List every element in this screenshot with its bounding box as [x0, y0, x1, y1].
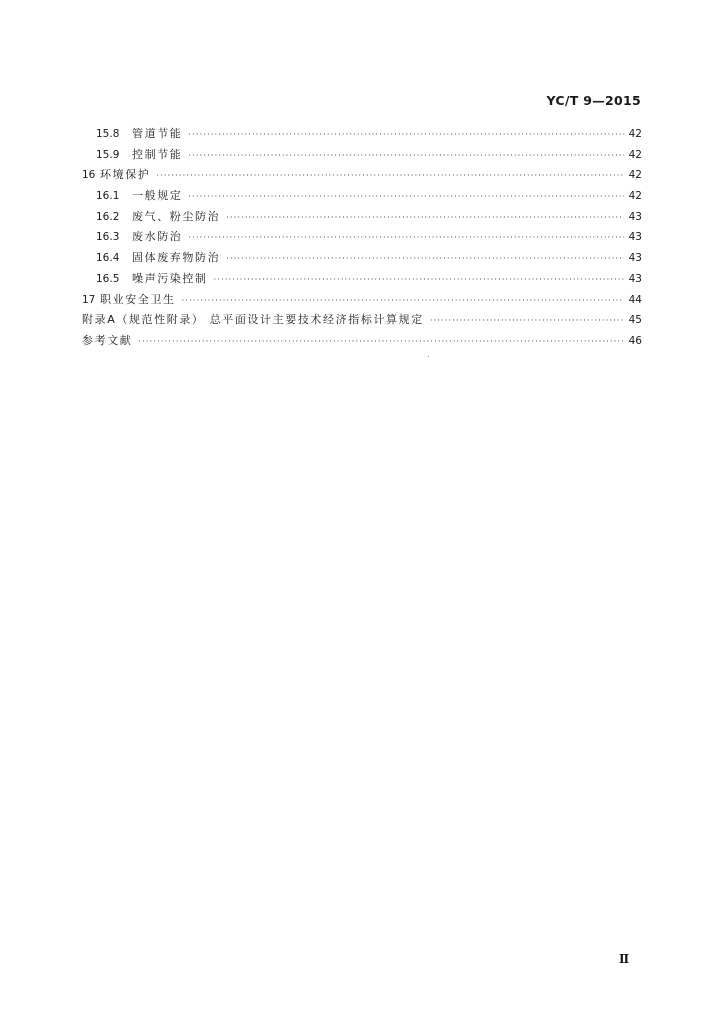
toc-entry-15-8[interactable] — [82, 125, 642, 146]
toc-leader-dots — [138, 337, 624, 346]
toc-entry-page: 43 — [628, 252, 642, 265]
toc-entry-number: 16.5 — [96, 272, 120, 285]
toc-entry-title: 一般规定 — [132, 189, 183, 203]
toc-entry-number: 16.2 — [96, 210, 120, 223]
toc-entry-title: 控制节能 — [132, 147, 183, 161]
scan-speck — [428, 356, 429, 357]
toc-entry-16-3[interactable] — [82, 228, 642, 249]
toc-entry-title: 管道节能 — [132, 127, 183, 140]
toc-entry-page: 43 — [628, 272, 642, 285]
toc-leader-dots — [188, 130, 624, 139]
toc-entry-16-2[interactable] — [82, 208, 642, 229]
toc-entry-16[interactable] — [82, 166, 642, 187]
toc-entry-title: 废水防治 — [132, 230, 183, 244]
toc-entry-page: 46 — [628, 334, 642, 347]
toc-entry-page: 45 — [628, 314, 642, 327]
toc-entry-page: 43 — [628, 210, 642, 223]
toc-entry-page: 42 — [628, 148, 642, 161]
toc-leader-dots — [214, 275, 624, 284]
toc-entry-page: 42 — [628, 128, 642, 140]
table-of-contents — [82, 125, 642, 353]
toc-leader-dots — [430, 316, 624, 325]
toc-entry-page: 43 — [628, 231, 642, 244]
toc-entry-15-9[interactable] — [82, 146, 642, 167]
toc-entry-page: 42 — [628, 190, 642, 203]
toc-entry-number: 16.1 — [96, 190, 120, 203]
toc-entry-17[interactable] — [82, 291, 642, 312]
toc-leader-dots — [188, 233, 624, 242]
toc-entry-number: 17 — [82, 293, 96, 306]
toc-entry-number: 16.4 — [96, 252, 120, 265]
toc-entry-16-1[interactable] — [82, 187, 642, 208]
toc-entry-page: 44 — [628, 293, 642, 306]
toc-entry-number: 16 — [82, 169, 96, 182]
toc-entry-number: 15.9 — [96, 148, 120, 161]
toc-entry-16-4[interactable] — [82, 249, 642, 270]
toc-leader-dots — [188, 192, 624, 201]
toc-entry-title: 废气、粉尘防治 — [132, 209, 221, 223]
toc-leader-dots — [226, 213, 624, 222]
toc-entry-title: 固体废弃物防治 — [132, 251, 221, 265]
toc-leader-dots — [226, 254, 624, 263]
toc-entry-title: 噪声污染控制 — [132, 271, 208, 285]
toc-entry-references[interactable] — [82, 332, 642, 353]
toc-entry-title: 职业安全卫生 — [100, 292, 176, 306]
toc-entry-title: 参考文献 — [82, 333, 133, 347]
toc-entry-16-5[interactable] — [82, 270, 642, 291]
toc-entry-title: 附录A（规范性附录） 总平面设计主要技术经济指标计算规定 — [82, 313, 424, 327]
toc-entry-page: 42 — [628, 169, 642, 182]
toc-entry-number: 15.8 — [96, 128, 120, 140]
toc-leader-dots — [188, 151, 624, 160]
toc-entry-appendix-a[interactable] — [82, 311, 642, 332]
toc-leader-dots — [156, 171, 624, 180]
toc-leader-dots — [182, 296, 624, 305]
toc-entry-title: 环境保护 — [100, 168, 151, 182]
page-folio: Ⅱ — [619, 952, 630, 966]
toc-entry-number: 16.3 — [96, 231, 120, 244]
document-code: YC/T 9—2015 — [546, 93, 641, 108]
